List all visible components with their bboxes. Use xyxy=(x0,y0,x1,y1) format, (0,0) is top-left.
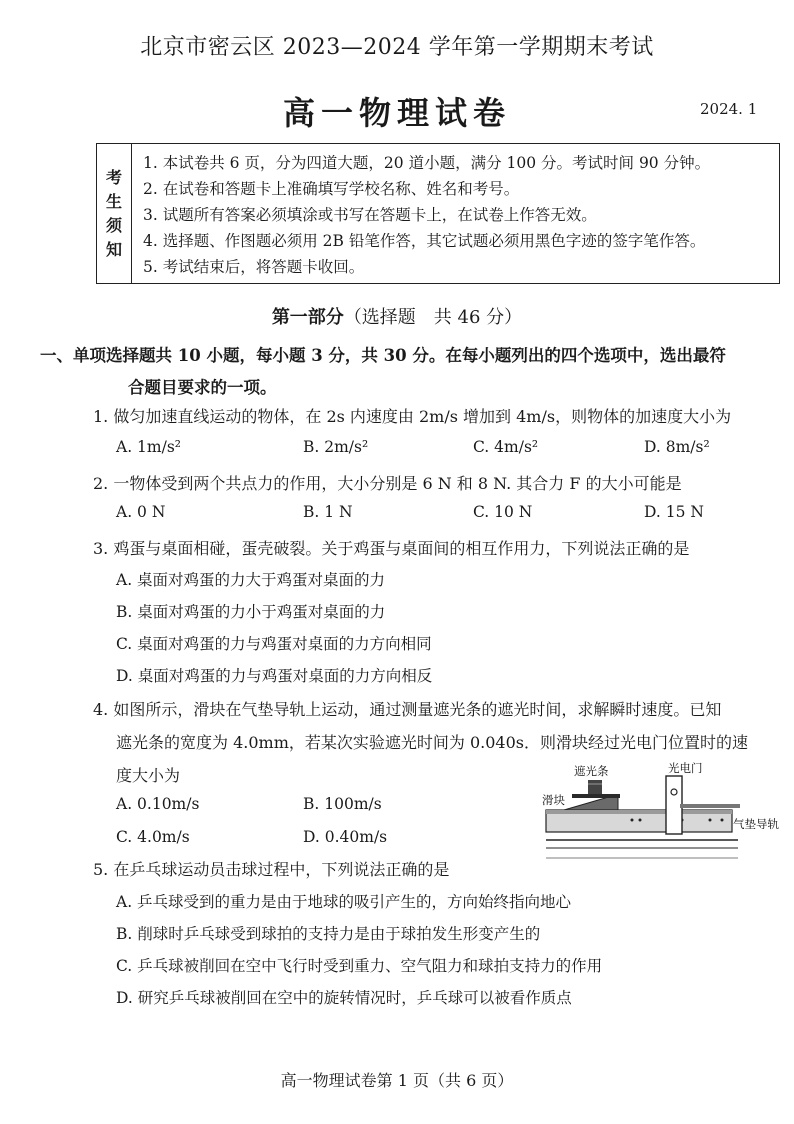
question-2-stem: 2. 一物体受到两个共点力的作用，大小分别是 6 N 和 8 N. 其合力 F 的大小可能是 xyxy=(93,474,682,493)
paper-title: 高一物理试卷 xyxy=(282,94,511,132)
section-title: 第一部分（选择题 共 46 分） xyxy=(271,307,523,328)
notice-item: 4. 选择题、作图题必须用 2B 铅笔作答，其它试题必须用黑色字迹的签字笔作答。 xyxy=(143,232,706,250)
q4-option-c: C. 4.0m/s xyxy=(116,828,190,846)
q3-option-c: C. 桌面对鸡蛋的力与鸡蛋对桌面的力方向相同 xyxy=(116,635,432,653)
section-subtitle: （选择题 共 46 分） xyxy=(343,307,523,328)
notice-list xyxy=(143,150,710,280)
question-3-stem: 3. 鸡蛋与桌面相碰，蛋壳破裂。关于鸡蛋与桌面间的相互作用力，下列说法正确的是 xyxy=(93,539,690,558)
question-4-stem-line-1: 4. 如图所示，滑块在气垫导轨上运动，通过测量遮光条的遮光时间，求解瞬时速度。已知 xyxy=(93,700,722,719)
q2-option-d: D. 15 N xyxy=(644,503,704,521)
part-instructions: 一、单项选择题共 10 小题，每小题 3 分，共 30 分。在每小题列出的四个选项中，选出最符 合题目要求的一项。 xyxy=(40,346,726,397)
q4-option-b: B. 100m/s xyxy=(303,795,382,813)
q2-option-b: B. 1 N xyxy=(303,503,353,521)
notice-label: 考 生 须 知 xyxy=(105,168,122,259)
notice-item: 2. 在试卷和答题卡上准确填写学校名称、姓名和考号。 xyxy=(143,180,520,198)
q2-option-c: C. 10 N xyxy=(473,503,533,521)
q5-option-b: B. 削球时乒乓球受到球拍的支持力是由于球拍发生形变产生的 xyxy=(116,925,541,943)
photogate-shape xyxy=(666,776,682,834)
question-4-stem-line-2: 遮光条的宽度为 4.0mm，若某次实验遮光时间为 0.040s．则滑块经过光电门位置时的速 xyxy=(116,733,748,752)
notice-label-column xyxy=(97,144,132,283)
q1-option-b: B. 2m/s² xyxy=(303,438,369,456)
question-5-stem: 5. 在乒乓球运动员击球过程中，下列说法正确的是 xyxy=(93,860,450,879)
question-4-stem-line-3: 度大小为 xyxy=(116,766,181,785)
notice-item: 1. 本试卷共 6 页，分为四道大题，20 道小题，满分 100 分。考试时间 90 分钟。 xyxy=(143,154,711,172)
q3-option-d: D. 桌面对鸡蛋的力与鸡蛋对桌面的力方向相反 xyxy=(116,667,433,685)
q5-option-d: D. 研究乒乓球被削回在空中的旋转情况时，乒乓球可以被看作质点 xyxy=(116,989,572,1007)
q4-option-d: D. 0.40m/s xyxy=(303,828,388,846)
question-1-stem: 1. 做匀加速直线运动的物体，在 2s 内速度由 2m/s 增加到 4m/s，则物体的加速度大小为 xyxy=(93,407,732,426)
q3-option-b: B. 桌面对鸡蛋的力小于鸡蛋对桌面的力 xyxy=(116,603,386,621)
shade-strip-label: 遮光条 xyxy=(574,764,609,778)
exam-date: 2024. 1 xyxy=(700,100,758,118)
notice-item: 5. 考试结束后，将答题卡收回。 xyxy=(143,258,365,276)
page-footer: 高一物理试卷第 1 页（共 6 页） xyxy=(280,1071,514,1090)
notice-item: 3. 试题所有答案必须填涂或书写在答题卡上，在试卷上作答无效。 xyxy=(143,206,597,224)
candidate-notice-box xyxy=(96,143,780,284)
q1-option-d: D. 8m/s² xyxy=(644,438,710,456)
slider-label: 滑块 xyxy=(542,793,565,807)
track-label: 气垫导轨 xyxy=(733,817,779,831)
q1-option-a: A. 1m/s² xyxy=(116,438,181,456)
photogate-label: 光电门 xyxy=(668,761,703,775)
shade-strip-shape xyxy=(588,780,602,794)
q4-option-a: A. 0.10m/s xyxy=(116,795,200,813)
q2-option-a: A. 0 N xyxy=(116,503,166,521)
q5-option-c: C. 乒乓球被削回在空中飞行时受到重力、空气阻力和球拍支持力的作用 xyxy=(116,957,603,975)
exam-title: 北京市密云区 2023—2024 学年第一学期期末考试 xyxy=(140,35,654,60)
air-track-diagram xyxy=(542,761,779,860)
q3-option-a: A. 桌面对鸡蛋的力大于鸡蛋对桌面的力 xyxy=(116,571,386,589)
q1-option-c: C. 4m/s² xyxy=(473,438,539,456)
q5-option-a: A. 乒乓球受到的重力是由于地球的吸引产生的，方向始终指向地心 xyxy=(116,893,572,911)
